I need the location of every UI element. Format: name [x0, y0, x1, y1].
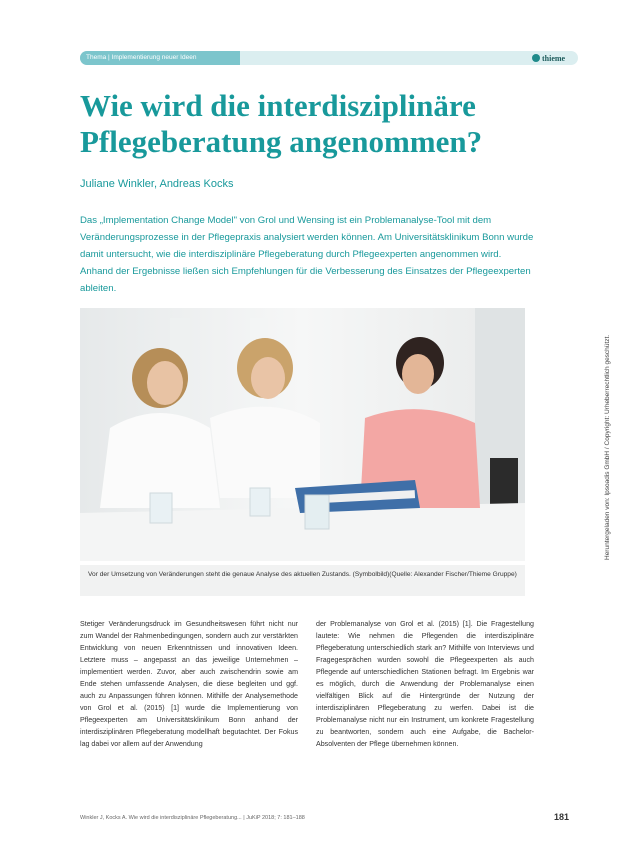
- thieme-logo-icon: [532, 54, 540, 62]
- article-authors: Juliane Winkler, Andreas Kocks: [80, 178, 234, 190]
- title-line-1: Wie wird die interdisziplinäre: [80, 88, 476, 123]
- body-column-2: der Problemanalyse von Grol et al. (2015) [1]. Die Fragestellung lautete: Wie nehmen die Pflegenden die interdisziplinäre Pflegeberatung unterschiedlich stark an? Mithilfe von Interviews und Fragegesprächen wurden sowohl die Pflegeexperten als auch Pflegende auf unterschiedlichen Stationen befragt. Im Ergebnis war es möglich, durch die Anwendung der Problemanalyse einen vielfältigen Blick auf die Hintergründe der Nutzung der interdisziplinären Pflegeberatung zu werfen. Dabei ist die Problemanalyse nicht nur ein Instrument, um konkrete Fragestellung zu beantworten, sondern auch eine Aufgabe, die Bachelor-Absolventen der Pflege übernehmen können.: [316, 620, 534, 748]
- photo-caption: Vor der Umsetzung von Veränderungen steht die genaue Analyse des aktuellen Zustands. (Symbolbild)(Quelle: Alexander Fischer/Thieme Gruppe): [80, 565, 525, 596]
- download-copyright-notice: Heruntergeladen von: Ipsoadis GmbH / Copyright: Urheberrechtlich geschützt.: [604, 334, 611, 560]
- brand-logo: [532, 52, 565, 64]
- rubric-label: Thema | Implementierung neuer Ideen: [80, 51, 240, 65]
- page-number: 181: [554, 812, 570, 822]
- title-line-2: Pflegeberatung angenommen?: [80, 124, 483, 159]
- article-photo: [80, 308, 525, 561]
- photo-illustration: [80, 308, 525, 561]
- body-column-1: Stetiger Veränderungsdruck im Gesundheitswesen führt nicht nur zum Wandel der Rahmenbedingungen, sondern auch zur verstärkten Entwicklung von neuen Erkenntnissen und innovativen Ideen. Letztere muss – angepasst an das jeweilige Unternehmen – implementiert werden. Zuvor, aber auch zwischendrin sowie am Ende stehen umfassende Analysen, die diese begleiten und ggf. auch zu Anpassungen führen können. Mithilfe der Analysemethode von Grol et al. (2015) [1] wurde die Implementierung von Pflegeexperten am Universitätsklinikum Bonn anhand der interdisziplinären Pflegeberatung modellhaft begutachtet. Der Fokus lag dabei vor allem auf der Anwendung: [80, 620, 298, 748]
- article-title: [80, 88, 580, 160]
- footer-citation: Winkler J, Kocks A. Wie wird die interdisziplinäre Pflegeberatung... | JuKiP 2018; 7: 181–188: [80, 815, 305, 821]
- article-abstract: Das „Implementation Change Model" von Grol und Wensing ist ein Problemanalyse-Tool mit dem Veränderungsprozesse in der Pflegepraxis analysiert werden können. Am Universitätsklinikum Bonn wurde damit untersucht, wie die interdisziplinäre Pflegeberatung durch Pflegeexperten angenommen wird. Anhand der Ergebnisse ließen sich Empfehlungen für die Verbesserung des Einsatzes der Pflegeexperten ableiten.: [80, 215, 534, 294]
- brand-name: thieme: [542, 53, 566, 63]
